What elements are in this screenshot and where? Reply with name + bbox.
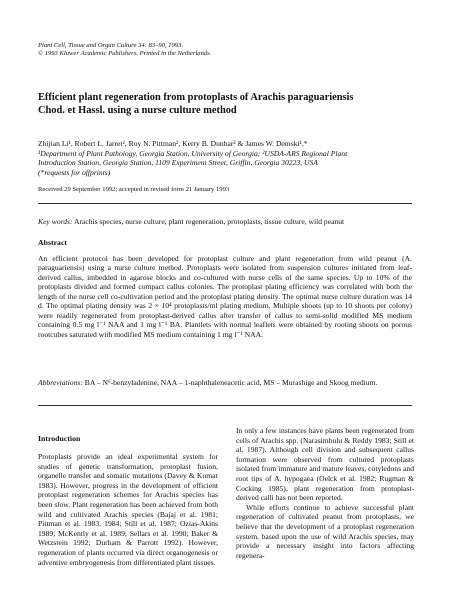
affiliation-line-1: ¹Department of Plant Pathology, Georgia Station, University of Georgia; ²USDA-ARS Regional Plant <box>38 148 348 158</box>
affiliation-line-2: Introduction Station, Georgia Station, 1109 Experiment Street, Griffin, Georgia 30223, USA <box>38 158 318 168</box>
divider-top <box>38 203 412 204</box>
intro-paragraph-3: While efforts continue to achieve successful plant regeneration of cultivated peanut from protoplasts, we believe that the development of a protoplast regeneration system, based upon the use of wild Arachis species, may provide a necessary insight into factors affecting regenera- <box>236 502 414 560</box>
title-line-2: Chod. et Hassl. using a nurse culture method <box>38 104 237 116</box>
abstract-heading: Abstract <box>38 238 68 247</box>
affiliation-line-3: (*requests for offprints) <box>38 167 111 177</box>
received-dates: Received 29 September 1992; accepted in revised form 21 January 1993 <box>38 186 230 193</box>
intro-paragraph-2: In only a few instances have plants been regenerated from cells of Arachis spp. (Narasimhulu & Reddy 1983; Still et al. 1987). Although cell division and subsequent callus formation were observed from cultured protoplasts isolated from immature and mature leaves, cotyledons and root tips of A. hypogaea (Oelck et al. 1982; Rugman & Cocking 1985), plant regeneration from protoplast-derived calli has not been reported. <box>236 426 414 503</box>
divider-bottom <box>38 405 412 406</box>
journal-header <box>38 42 211 59</box>
author-block <box>38 139 428 177</box>
author-list: Zhijian Li¹, Robert L. Jarret², Roy N. Pittman², Kerry B. Dunbar² & James W. Demski¹,* <box>38 139 308 148</box>
keywords-text: Arachis species, nurse culture, plant regeneration, protoplasts, tissue culture, wild peanut <box>74 217 345 226</box>
abbreviations <box>38 378 412 388</box>
abbreviations-text: BA – N⁶-benzyladenine, NAA – 1-naphthaleneacetic acid, MS – Murashige and Skoog medium. <box>84 378 378 387</box>
keywords-label: Key words: <box>38 217 73 226</box>
abbreviations-label: Abbreviations: <box>38 378 83 387</box>
introduction-right-column <box>236 426 414 560</box>
keywords <box>38 217 418 227</box>
introduction-heading: Introduction <box>38 434 81 443</box>
article-title <box>38 92 418 117</box>
title-line-1: Efficient plant regeneration from protoplasts of Arachis paraguariensis <box>38 92 354 103</box>
abstract-text: An efficient protocol has been developed for protoplast culture and plant regeneration from wild peanut (A. paraguariensis) using a nurse culture method. Protoplasts were isolated from suspension cultures initiated from leaf-derived callus, imbedded in agarose blocks and co-cultured with nurse cells of the same species. Up to 10% of the protoplasts divided and formed compact callus colonies. The protoplast plating efficiency was correlated with both the length of the nurse cell co-cultivation period and the protoplast plating density. The optimal nurse culture duration was 14 d. The optimal plating density was 2 × 10⁴ protoplasts/ml plating medium. Multiple shoots (up to 10 shoots per colony) were readily regenerated from protoplast-derived callus after transfer of callus to semi-solid modified MS medium containing 0.5 mg l⁻¹ NAA and 1 mg l⁻¹ BA. Plantlets with normal leaflets were obtained by rooting shoots on porous rootcubes saturated with modified MS medium containing 1 mg l⁻¹ NAA. <box>38 254 412 339</box>
journal-citation: Plant Cell, Tissue and Organ Culture 34: 83–90, 1993. <box>38 42 184 49</box>
journal-copyright: © 1993 Kluwer Academic Publishers. Printed in the Netherlands. <box>38 50 212 58</box>
intro-paragraph-1: Protoplasts provide an ideal experimental system for studies of genetic transformation, protoplast fusion, organelle transfer and somatic mutations (Davey & Kumar 1983). However, progress in the development of efficient protoplast regeneration schemes for Arachis species has been slow. Plant regeneration has been achieved from both wild and cultivated Arachis species (Bajaj et al. 1981; Pittman et al. 1983, 1984; Still et al. 1987; Ozias-Akins 1989; McKently et al. 1989; Sellars et al. 1990; Baker & Wetzstein 1992; Durham & Parrott 1992). However, regeneration of plants occurred via direct organogenesis or adventive embryogenesis from differentiated plant tissues. <box>38 452 218 567</box>
introduction-left-column <box>38 452 218 567</box>
